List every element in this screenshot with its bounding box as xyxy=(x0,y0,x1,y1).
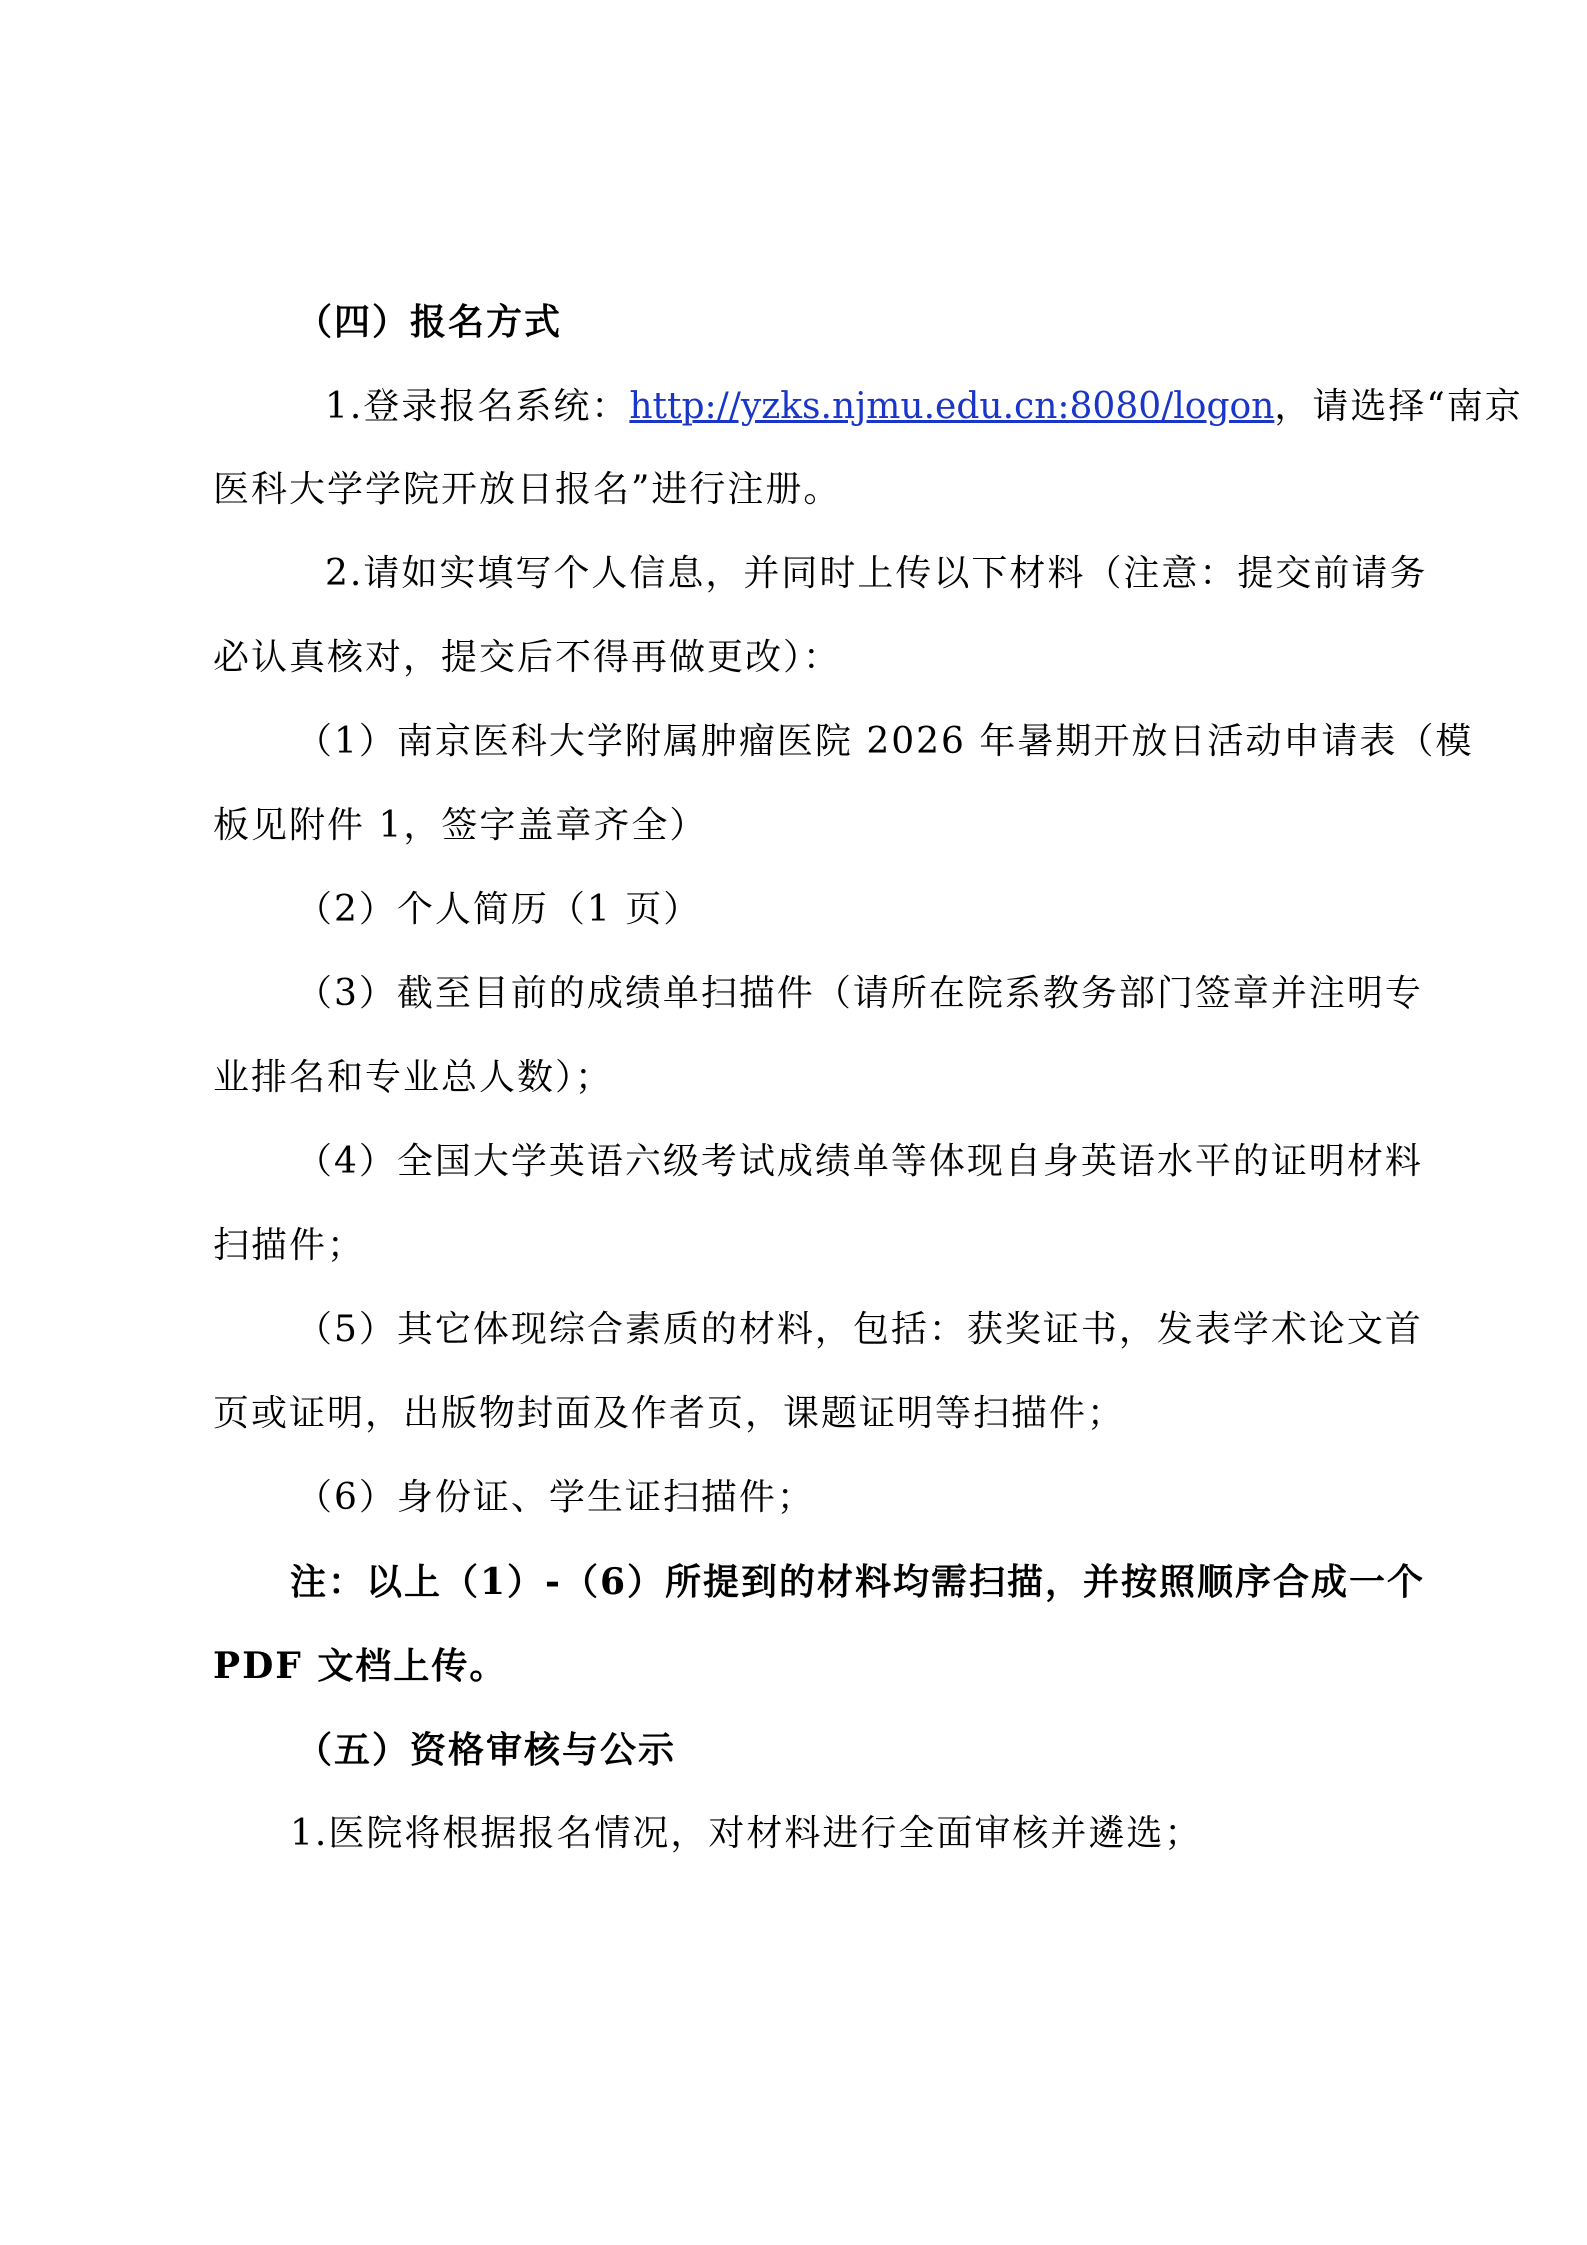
paragraph-login xyxy=(325,385,1523,429)
material-item-3-cont: 业排名和专业总人数）； xyxy=(213,1057,614,1098)
login-suffix: ，请选择“南京 xyxy=(1274,386,1523,427)
material-item-6: （6）身份证、学生证扫描件； xyxy=(296,1477,815,1518)
paragraph-login-cont: 医科大学学院开放日报名”进行注册。 xyxy=(213,469,842,510)
registration-system-link[interactable]: http://yzks.njmu.edu.cn:8080/logon xyxy=(629,386,1275,427)
material-item-3: （3）截至目前的成绩单扫描件（请所在院系教务部门签章并注明专 xyxy=(296,973,1423,1014)
material-item-4: （4）全国大学英语六级考试成绩单等体现自身英语水平的证明材料 xyxy=(296,1141,1423,1182)
paragraph-fill-info-cont: 必认真核对，提交后不得再做更改）： xyxy=(213,637,842,678)
note-line-2: PDF 文档上传。 xyxy=(213,1645,508,1687)
material-item-1-cont: 板见附件 1，签字盖章齐全） xyxy=(213,805,708,846)
review-item-1: 1.医院将根据报名情况，对材料进行全面审核并遴选； xyxy=(290,1813,1203,1854)
material-item-1: （1）南京医科大学附属肿瘤医院 2026 年暑期开放日活动申请表（模 xyxy=(296,721,1474,762)
section-heading-registration: （四）报名方式 xyxy=(296,301,563,343)
material-item-4-cont: 扫描件； xyxy=(213,1225,366,1266)
material-item-5-cont: 页或证明，出版物封面及作者页，课题证明等扫描件； xyxy=(213,1393,1126,1434)
material-item-2: （2）个人简历（1 页） xyxy=(296,889,702,930)
section-heading-review: （五）资格审核与公示 xyxy=(296,1729,677,1771)
login-prefix: 1.登录报名系统： xyxy=(325,386,630,427)
material-item-5: （5）其它体现综合素质的材料，包括：获奖证书，发表学术论文首 xyxy=(296,1309,1423,1350)
note-line-1: 注：以上（1）-（6）所提到的材料均需扫描，并按照顺序合成一个 xyxy=(290,1561,1426,1603)
paragraph-fill-info: 2.请如实填写个人信息，并同时上传以下材料（注意：提交前请务 xyxy=(325,553,1428,594)
